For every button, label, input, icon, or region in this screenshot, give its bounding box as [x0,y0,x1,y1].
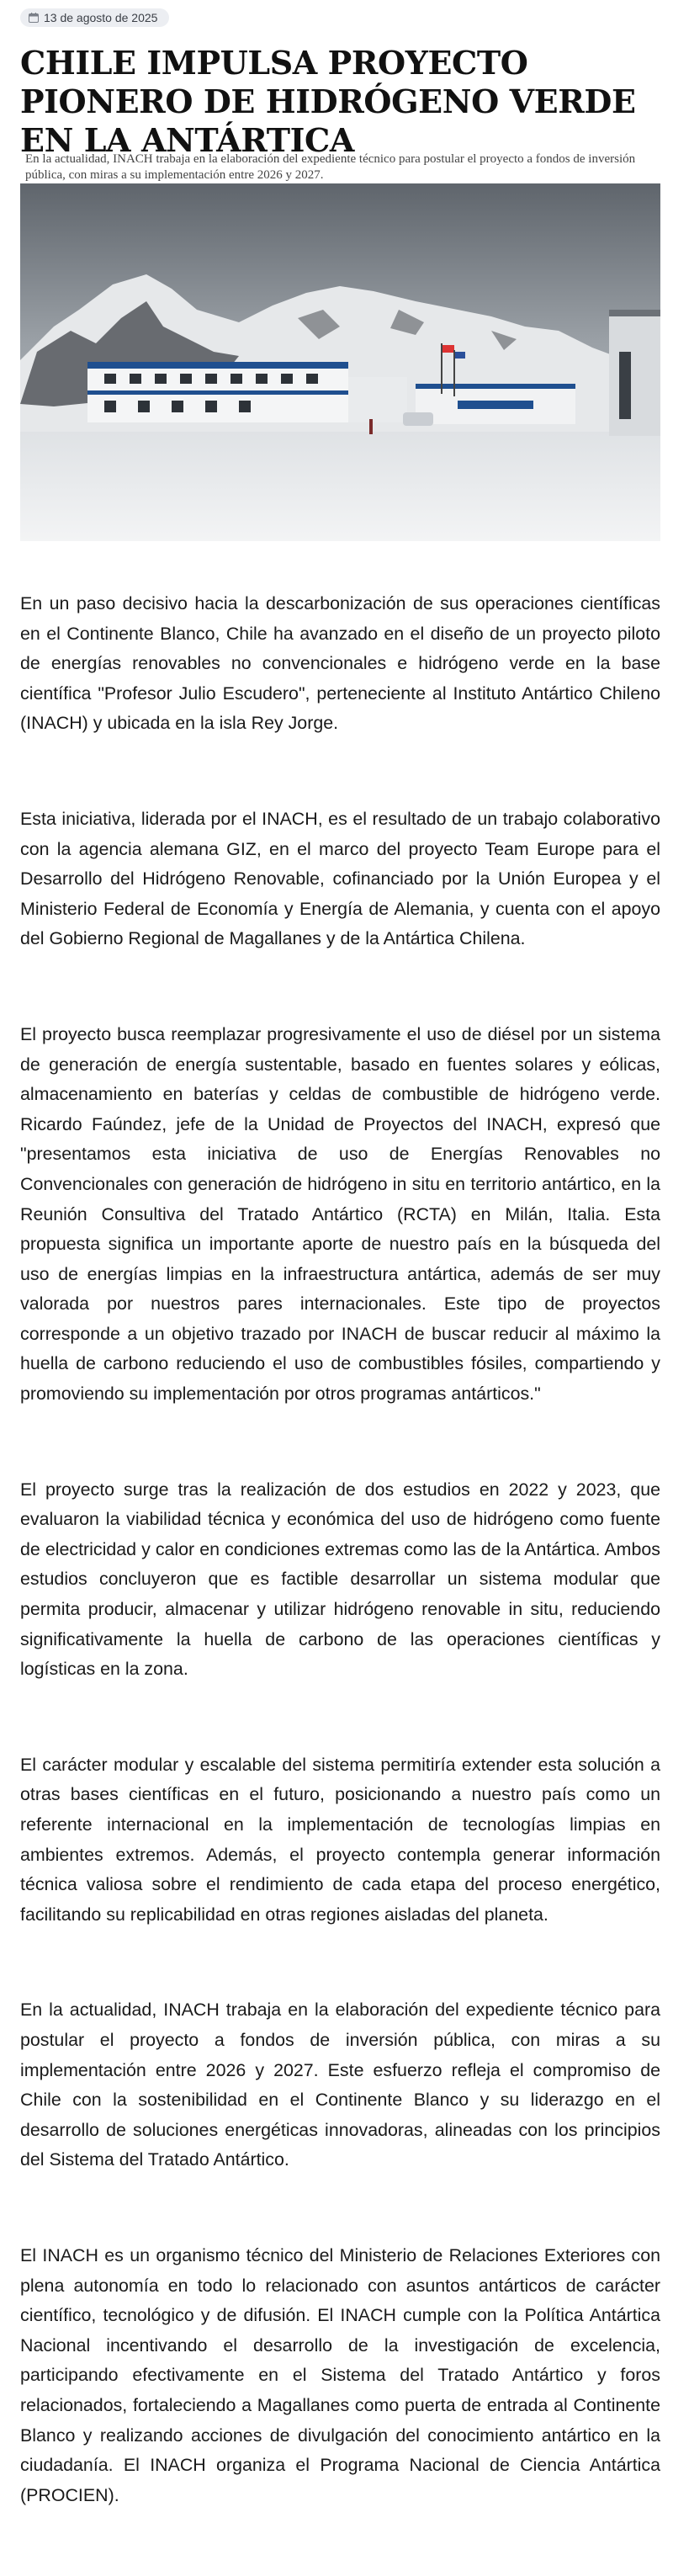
antarctic-base-photo [20,183,660,541]
paragraph: El proyecto surge tras la realización de dos estudios en 2022 y 2023, que evaluaron la viabilidad técnica y económica del uso de hidrógeno como fuente de electricidad y calor en condiciones extremas como las de la Antártica. Ambos estudios concluyeron que es factible desarrollar un sistema modular que permita producir, almacenar y utilizar hidrógeno renovable in situ, reduciendo significativamente la huella de carbono de las operaciones científicas y logísticas en la zona. [20,1479,660,1680]
base-building-annex [348,377,575,424]
base-building-main [87,362,348,422]
article-title: CHILE IMPULSA PROYECTO PIONERO DE HIDRÓGENO VERDE EN LA ANTÁRTICA [20,44,636,159]
paragraph: El INACH es un organismo técnico del Ministerio de Relaciones Exteriores con plena autonomía en todo lo relacionado con asuntos antárticos de carácter científico, tecnológico y de difusión. El INACH cumple con la Política Antártica Nacional incentivando el desarrollo de la investigación de excelencia, participando efectivamente en el Sistema del Tratado Antártico y foros relacionados, fortaleciendo a Magallanes como puerta de entrada al Continente Blanco y realizando acciones de divulgación del conocimiento antártico en la ciudadanía. El INACH organiza el Programa Nacional de Ciencia Antártica (PROCIEN). [20,2244,660,2505]
calendar-icon [29,13,39,23]
paragraph: Esta iniciativa, liderada por el INACH, es el resultado de un trabajo colaborativo con la agencia alemana GIZ, en el marco del proyecto Team Europe para el Desarrollo del Hidrógeno Renovable, cofinanciado por la Unión Europea y el Ministerio Federal de Economía y Energía de Alemania, y cuenta con el apoyo del Gobierno Regional de Magallanes y de la Antártica Chilena. [20,808,660,949]
vehicle [403,412,433,426]
paragraph: En un paso decisivo hacia la descarbonización de sus operaciones científicas en el Continente Blanco, Chile ha avanzado en el diseño de un proyecto piloto de energías renovables no convencionales e hidrógeno verde en la base científica "Profesor Julio Escudero", perteneciente al Instituto Antártico Chileno (INACH) y ubicada en la isla Rey Jorge. [20,593,660,734]
person [369,419,373,434]
date-badge [20,8,169,27]
paragraph: El proyecto busca reemplazar progresivamente el uso de diésel por un sistema de generación de energía sustentable, basado en fuentes solares y eólicas, almacenamiento en baterías y celdas de combustible de hidrógeno verde. Ricardo Faúndez, jefe de la Unidad de Proyectos del INACH, expresó que "presentamos esta iniciativa de uso de Energías Renovables no Convencionales con generación de hidrógeno in situ en territorio antártico, en la Reunión Consultiva del Tratado Antártico (RCTA) en Milán, Italia. Esta propuesta significa un importante aporte de nuestro país en la búsqueda del uso de energías limpias en la infraestructura antártica, además de ser muy valorada por nuestros pares internacionales. Este tipo de proyectos corresponde a un objetivo trazado por INACH de buscar reducir al máximo la huella de carbono reduciendo el uso de combustibles fósiles, compartiendo y promoviendo su implementación por otros programas antárticos." [20,1023,660,1405]
article-subtitle: En la actualidad, INACH trabaja en la elaboración del expediente técnico para postular el proyecto a fondos de inversión pública, con miras a su implementación entre 2026 y 2027. [25,152,636,182]
paragraph: El carácter modular y escalable del sistema permitiría extender esta solución a otras bases científicas en el futuro, posicionando a nuestro país como un referente internacional en la implementación de tecnologías limpias en ambientes extremos. Además, el proyecto contempla generar información técnica valiosa sobre el rendimiento de cada etapa del proceso energético, facilitando su replicabilidad en otras regiones aisladas del planeta. [20,1754,660,1925]
snow-ground [20,432,660,541]
paragraph: En la actualidad, INACH trabaja en la elaboración del expediente técnico para postular el proyecto a fondos de inversión pública, con miras a su implementación entre 2026 y 2027. Este esfuerzo refleja el compromiso de Chile con la sostenibilidad en el Continente Blanco y su liderazgo en el desarrollo de soluciones energéticas innovadoras, alineadas con los principios del Sistema del Tratado Antártico. [20,2000,660,2170]
hero-image [20,183,660,541]
article-date: 13 de agosto de 2025 [44,11,158,24]
article-body [20,589,660,2576]
right-building [609,310,660,436]
